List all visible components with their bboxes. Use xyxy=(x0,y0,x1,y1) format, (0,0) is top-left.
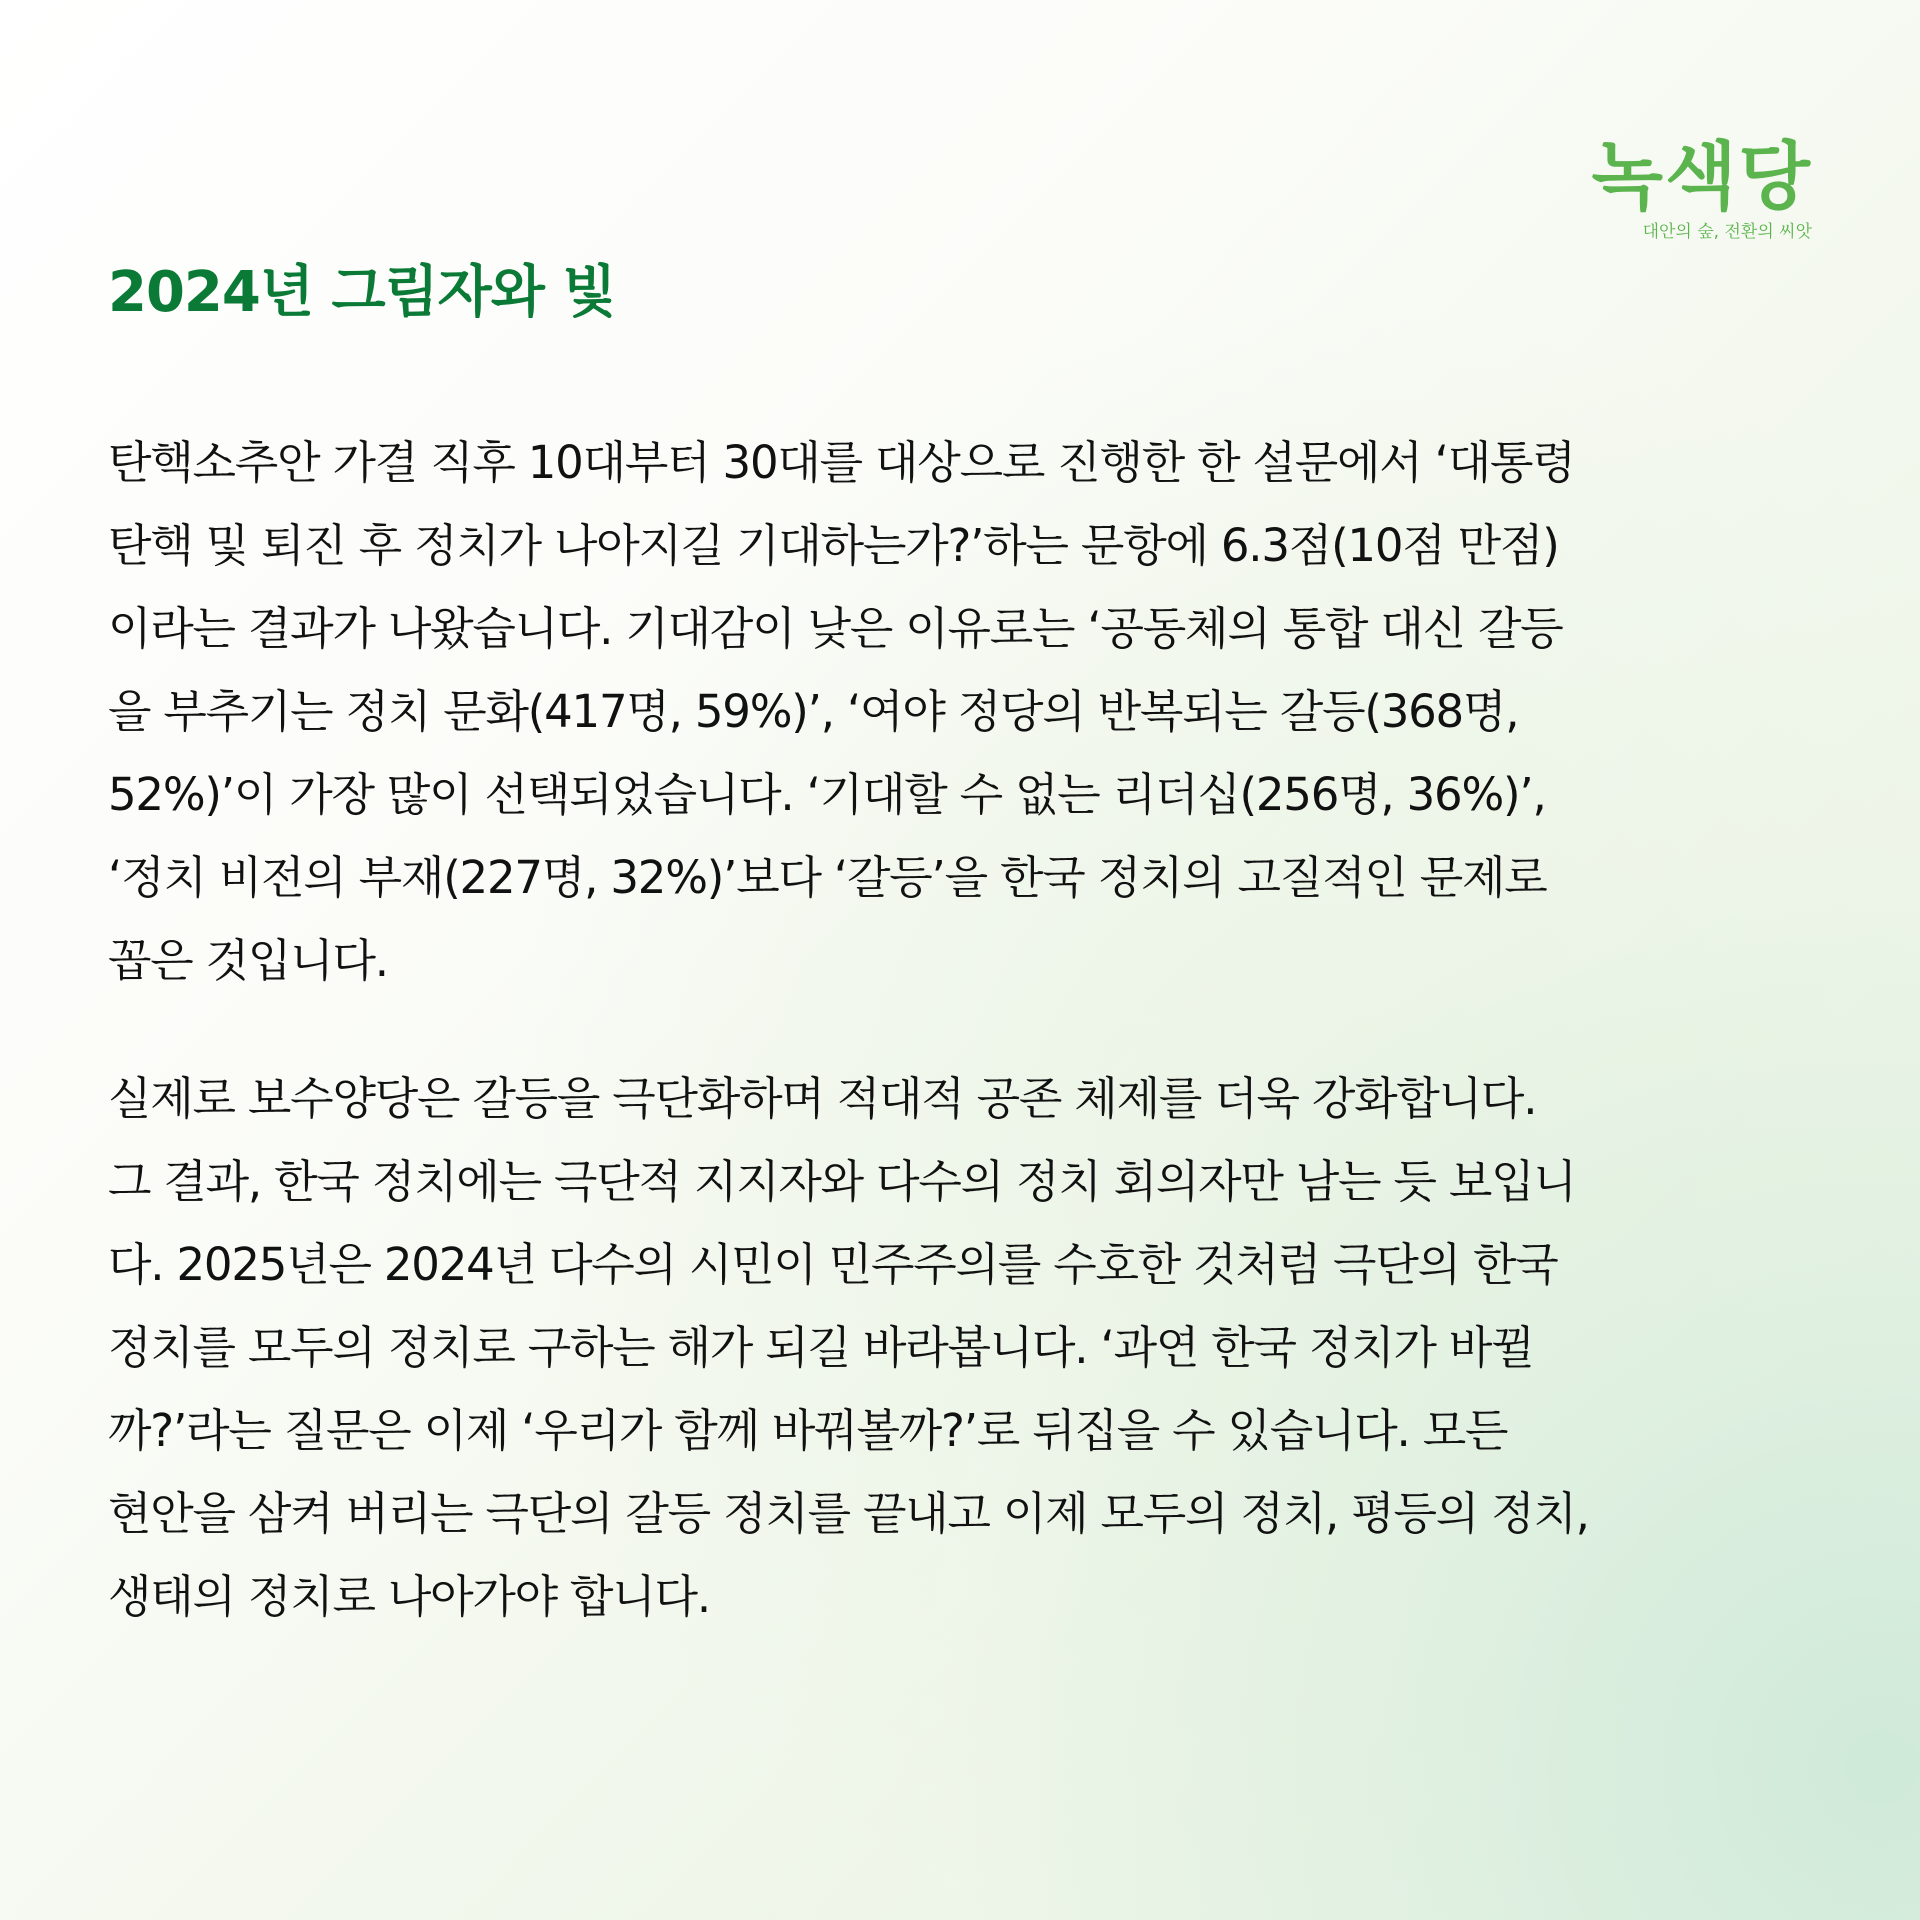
paragraph-line: 탄핵소추안 가결 직후 10대부터 30대를 대상으로 진행한 한 설문에서 ‘대통령 xyxy=(108,436,1575,489)
paragraph-line: 탄핵 및 퇴진 후 정치가 나아지길 기대하는가?’하는 문항에 6.3점(10점 만점) xyxy=(108,519,1559,572)
paragraph-line: ‘정치 비전의 부재(227명, 32%)’보다 ‘갈등’을 한국 정치의 고질적인 문제로 xyxy=(108,851,1547,904)
paragraph-line: 다. 2025년은 2024년 다수의 시민이 민주주의를 수호한 것처럼 극단의 한국 xyxy=(108,1238,1558,1291)
paragraph-line: 이라는 결과가 나왔습니다. 기대감이 낮은 이유로는 ‘공동체의 통합 대신 갈등 xyxy=(108,602,1563,655)
brand-name: 녹색당 xyxy=(1591,134,1812,220)
brand-tagline: 대안의 숲, 전환의 씨앗 xyxy=(1642,222,1812,242)
paragraph-line: 52%)’이 가장 많이 선택되었습니다. ‘기대할 수 없는 리더십(256명, 36%)’, xyxy=(108,768,1546,821)
brand-logo xyxy=(1552,134,1812,242)
paragraph-line: 그 결과, 한국 정치에는 극단적 지지자와 다수의 정치 회의자만 남는 듯 보입니 xyxy=(108,1155,1576,1208)
paragraph-line: 생태의 정치로 나아가야 합니다. xyxy=(108,1570,710,1623)
paragraph-line: 현안을 삼켜 버리는 극단의 갈등 정치를 끝내고 이제 모두의 정치, 평등의 정치, xyxy=(108,1487,1589,1540)
page-title: 2024년 그림자와 빛 xyxy=(108,260,616,325)
paragraph-line: 정치를 모두의 정치로 구하는 해가 되길 바라봅니다. ‘과연 한국 정치가 바뀔 xyxy=(108,1321,1534,1374)
paragraph-line: 실제로 보수양당은 갈등을 극단화하며 적대적 공존 체제를 더욱 강화합니다. xyxy=(108,1072,1537,1125)
paragraph-line: 을 부추기는 정치 문화(417명, 59%)’, ‘여야 정당의 반복되는 갈등(368명, xyxy=(108,685,1519,738)
paragraph-outlook xyxy=(108,1057,1808,1638)
paragraph-survey xyxy=(108,421,1808,1002)
article-content xyxy=(108,258,1808,1638)
paragraph-line: 까?’라는 질문은 이제 ‘우리가 함께 바꿔볼까?’로 뒤집을 수 있습니다. 모든 xyxy=(108,1404,1508,1457)
paragraph-line: 꼽은 것입니다. xyxy=(108,934,388,987)
